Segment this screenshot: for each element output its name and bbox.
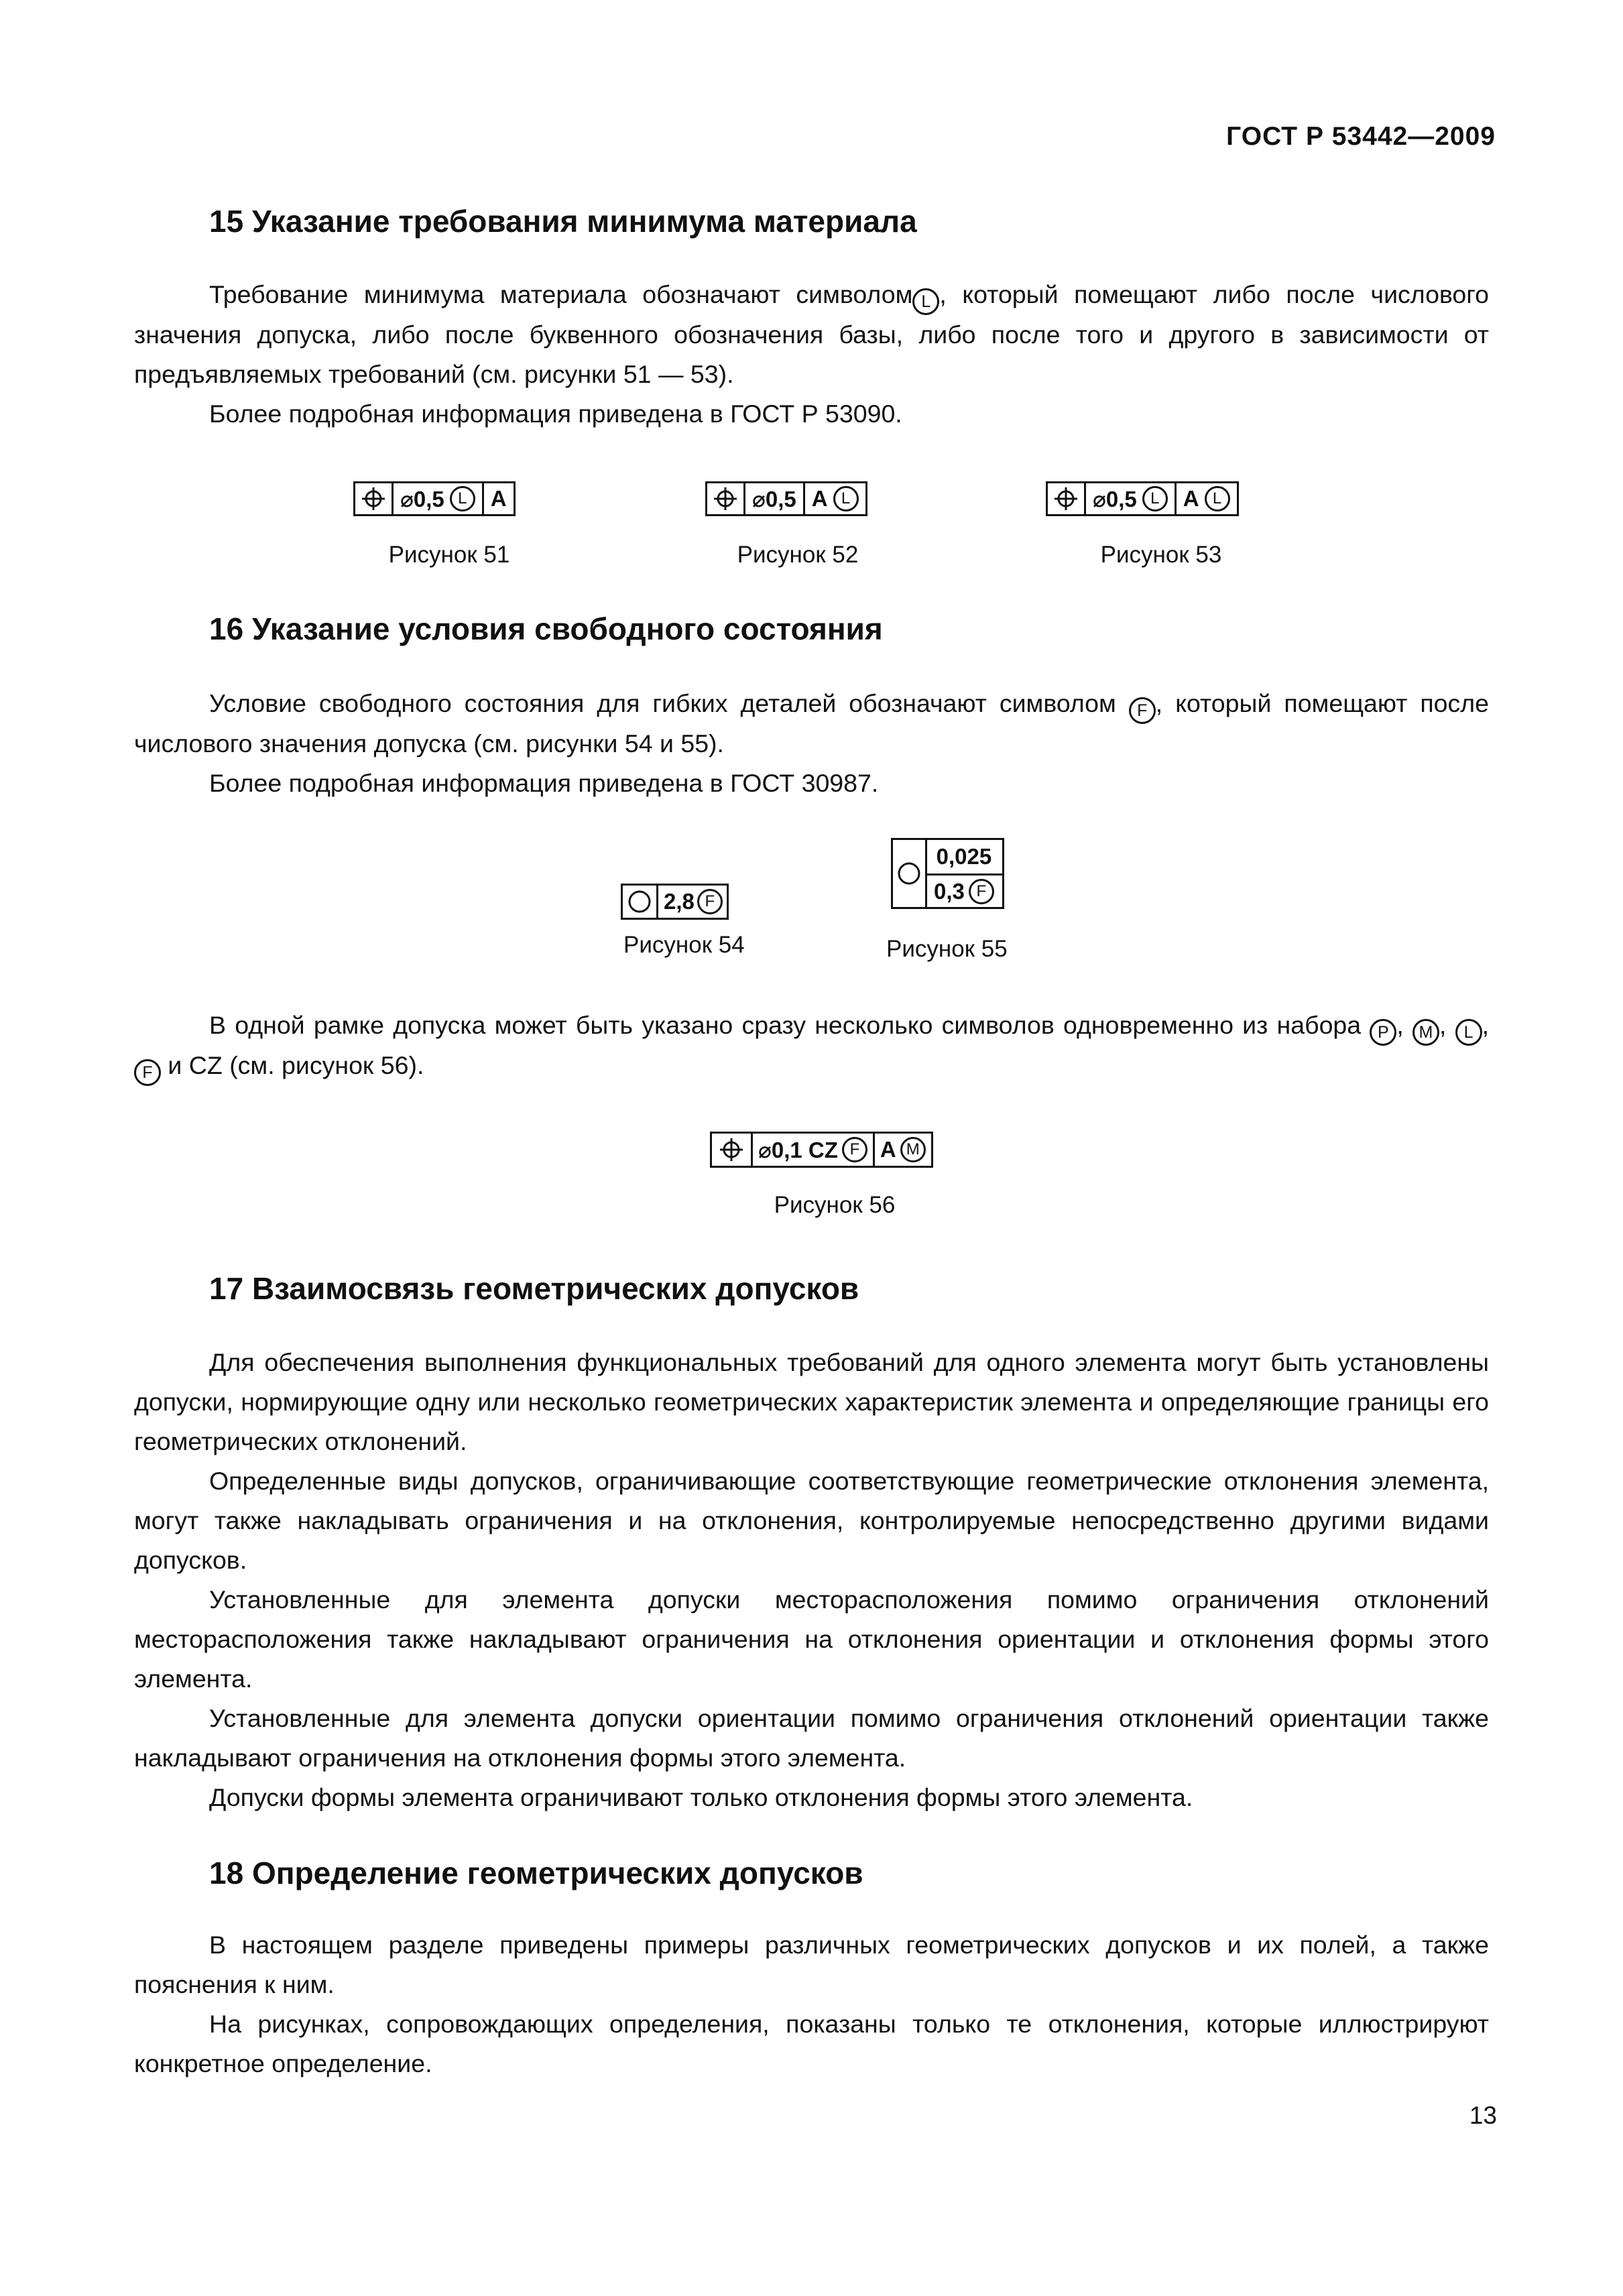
position-icon [713,487,737,511]
separator: , [1482,1011,1490,1039]
tolerance-value: ⌀0,1 CZ [758,1137,838,1162]
text-run: , который помещают после числового значения допуска (см. рисунки 54 и 55). [134,689,1490,758]
section-16 [134,609,1489,649]
tolerance-value: ⌀0,5 [400,486,444,511]
tolerance-value-cell [392,483,482,514]
datum-cell [1175,483,1237,514]
section-18-paragraph-2: На рисунках, сопровождающих определения, показаны только те отклонения, которые иллюстрируют конкретное определение. [134,2010,1489,2077]
section-18-title: 18 Определение геометрических допусков [209,1856,863,1890]
datum-cell: A [482,483,514,514]
section-15-body [134,275,1489,434]
datum-cell [803,483,865,514]
section-17-paragraph-5: Допуски формы элемента ограничивают только отклонения формы этого элемента. [209,1783,1193,1811]
section-18-paragraph-1: В настоящем разделе приведены примеры различных геометрических допусков и их полей, а также пояснения к ним. [134,1931,1489,1998]
roundness-symbol-cell [623,886,656,918]
position-symbol-cell [712,1134,751,1166]
position-symbol-cell [355,483,392,514]
section-16-title: 16 Указание условия свободного состояния [209,611,883,646]
position-symbol-cell [707,483,743,514]
separator: , [1439,1011,1447,1039]
free-state-symbol: F [1129,697,1156,724]
text-run: Требование минимума материала обозначают символом [209,280,913,308]
position-icon [361,487,385,511]
free-state-symbol: F [842,1137,867,1162]
section-17-paragraph-2: Определенные виды допусков, ограничивающие соответствующие геометрические отклонения элемента, могут также накладывать ограничения и на отклонения, контролируемые непосредственно другими видами допусков. [134,1467,1489,1574]
tolerance-value-cell [1084,483,1175,514]
position-icon [719,1138,743,1162]
figure-53-caption: Рисунок 53 [1100,542,1222,568]
section-16-body-2 [134,1006,1489,1086]
section-16-paragraph-2: Более подробная информация приведена в ГОСТ 30987. [209,769,879,797]
tolerance-frame-fig55 [891,838,1004,909]
least-material-symbol: L [1455,1019,1482,1046]
tolerance-frame-fig51 [353,481,516,516]
least-material-symbol: L [1142,486,1168,511]
section-17-paragraph-3: Установленные для элемента допуски месторасположения помимо ограничения отклонений месторасположения также накладывают ограничения на отклонения ориентации и отклонения формы этого элемента. [134,1585,1489,1693]
section-17-body [134,1343,1489,1817]
section-17-paragraph-1: Для обеспечения выполнения функциональных требований для одного элемента могут быть установлены допуски, нормирующие одну или несколько геометрических характеристик элемента и определяющие границы его геометрических отклонений. [134,1348,1489,1455]
separator: , [1396,1011,1404,1039]
tolerance-top: 0,025 [936,844,992,869]
tolerance-value: ⌀0,5 [1093,486,1137,511]
page-number: 13 [1469,2102,1497,2129]
tolerance-frame-fig56 [710,1132,933,1168]
tolerance-value-cell: ⌀0,5 [743,483,803,514]
least-material-symbol: L [450,486,475,511]
roundness-symbol-cell [893,840,927,907]
text-run: В одной рамке допуска может быть указано сразу несколько символов одновременно из набора [209,1011,1362,1039]
roundness-icon [627,889,652,914]
maximum-material-symbol: M [1412,1019,1439,1046]
least-material-symbol: L [833,486,859,511]
datum-letter: A [880,1137,896,1162]
maximum-material-symbol: M [900,1137,926,1162]
section-16-paragraph-1 [134,684,1489,764]
text-run: Условие свободного состояния для гибких деталей обозначают символом [209,689,1116,717]
tolerance-value-cell [751,1134,873,1166]
section-16-body [134,684,1489,803]
section-15-paragraph-1 [134,275,1489,394]
figure-54-caption: Рисунок 54 [623,932,745,958]
section-16-paragraph-3 [134,1006,1489,1086]
text-run: и CZ (см. рисунок 56). [168,1051,424,1079]
tolerance-frame-fig54 [621,884,729,920]
section-15-paragraph-2: Более подробная информация приведена в ГОСТ Р 53090. [209,400,902,428]
section-15-title: 15 Указание требования минимума материала [209,204,917,239]
tolerance-value-cell [656,886,727,918]
tolerance-rows [927,840,1002,907]
document-header: ГОСТ Р 53442—2009 [1226,122,1496,151]
position-icon [1054,487,1078,511]
least-material-symbol: L [912,288,939,315]
datum-letter: A [1183,486,1199,511]
figure-51-caption: Рисунок 51 [388,542,510,568]
tolerance-bottom [927,873,1002,907]
section-17-title: 17 Взаимосвязь геометрических допусков [209,1271,859,1306]
least-material-symbol: L [1205,486,1230,511]
roundness-icon [896,861,922,886]
figure-56-caption: Рисунок 56 [774,1192,896,1218]
section-17 [134,1268,1489,1309]
datum-cell [873,1134,931,1166]
tolerance-value: 0,3 [934,878,965,904]
section-17-paragraph-4: Установленные для элемента допуски ориентации помимо ограничения отклонений ориентации также накладывают ограничения на отклонения формы этого элемента. [134,1704,1489,1772]
free-state-symbol: F [969,879,994,904]
free-state-symbol: F [134,1059,161,1086]
figure-52-caption: Рисунок 52 [737,542,859,568]
section-15 [134,201,1489,241]
tolerance-frame-fig52 [705,481,867,516]
free-state-symbol: F [697,889,723,914]
position-symbol-cell [1048,483,1084,514]
section-18 [134,1853,1489,1893]
datum-letter: A [811,486,828,511]
figure-55-caption: Рисунок 55 [886,936,1008,962]
text-run: , который помещают либо после числового значения допуска, либо после буквенного обозначения базы, либо после того и другого в зависимости от предъявляемых требований (см. рисунки 51 — 53). [134,280,1489,388]
projected-zone-symbol: P [1370,1019,1396,1046]
tolerance-value: 2,8 [664,889,695,914]
tolerance-frame-fig53 [1046,481,1239,516]
section-18-body [134,1925,1489,2083]
